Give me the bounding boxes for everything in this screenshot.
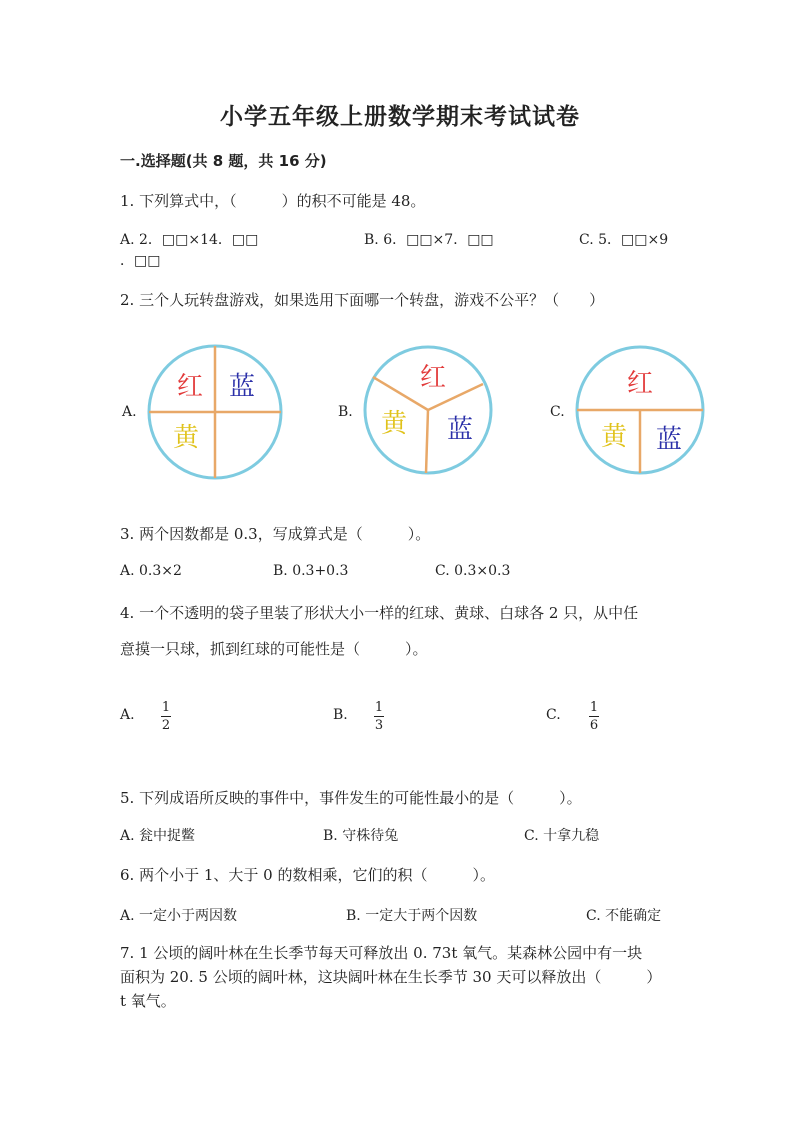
fraction-c-numerator: 1 — [589, 700, 599, 715]
spinner-a — [142, 343, 292, 483]
spinner-c-label-blue: 蓝 — [655, 425, 683, 455]
question-4-option-a[interactable]: A. — [120, 707, 135, 723]
question-7-text-line-3: t 氧气。 — [120, 992, 176, 1010]
spinner-b — [360, 344, 500, 479]
spinner-b-label-yellow: 黄 — [380, 409, 408, 439]
question-4-text-line-2: 意摸一只球，抓到红球的可能性是（ ）。 — [120, 640, 428, 658]
fraction-a-bar — [161, 716, 171, 717]
question-7-text-line-2: 面积为 20. 5 公顷的阔叶林，这块阔叶林在生长季节 30 天可以释放出（ ） — [120, 968, 662, 986]
section-heading: 一.选择题(共 8 题，共 16 分) — [120, 152, 327, 170]
question-4-fraction-c — [589, 700, 599, 733]
question-5-option-a[interactable]: A. 瓮中捉鳖 — [120, 828, 196, 844]
question-1-text: 1. 下列算式中，（ ）的积不可能是 48。 — [120, 192, 426, 210]
fraction-a-numerator: 1 — [161, 700, 171, 715]
question-1-option-c-continued: ．□□ — [120, 253, 161, 269]
fraction-b-bar — [374, 716, 384, 717]
question-4-text-line-1: 4. 一个不透明的袋子里装了形状大小一样的红球、黄球、白球各 2 只，从中任 — [120, 604, 639, 622]
question-3-text: 3. 两个因数都是 0.3，写成算式是（ ）。 — [120, 525, 431, 543]
question-1-option-c[interactable]: C. 5．□□×9 — [579, 232, 669, 248]
fraction-a-denominator: 2 — [161, 718, 171, 733]
question-2-option-c[interactable]: C. — [550, 404, 565, 420]
question-4-fraction-a — [161, 700, 171, 733]
spinner-a-label-blue: 蓝 — [228, 372, 256, 402]
question-5-text: 5. 下列成语所反映的事件中，事件发生的可能性最小的是（ ）。 — [120, 789, 582, 807]
question-3-option-c[interactable]: C. 0.3×0.3 — [435, 563, 511, 579]
spinner-a-label-yellow: 黄 — [172, 423, 200, 453]
question-4-option-c[interactable]: C. — [546, 707, 561, 723]
spinner-c-label-yellow: 黄 — [600, 422, 628, 452]
question-7-text-line-1: 7. 1 公顷的阔叶林在生长季节每天可释放出 0. 73t 氧气。某森林公园中有一块 — [120, 944, 643, 962]
spinner-a-label-red: 红 — [176, 372, 204, 402]
spinner-b-label-red: 红 — [419, 363, 447, 393]
question-4-option-b[interactable]: B. — [333, 707, 348, 723]
question-2-option-a[interactable]: A. — [122, 404, 137, 420]
question-6-option-c[interactable]: C. 不能确定 — [586, 908, 662, 924]
question-2-text: 2. 三个人玩转盘游戏，如果选用下面哪一个转盘，游戏不公平？（ ） — [120, 291, 605, 309]
fraction-b-numerator: 1 — [374, 700, 384, 715]
spinner-b-label-blue: 蓝 — [446, 415, 474, 445]
spinner-b-divider-3 — [426, 410, 428, 473]
question-5-option-b[interactable]: B. 守株待兔 — [323, 828, 399, 844]
fraction-b-denominator: 3 — [374, 718, 384, 733]
question-3-option-b[interactable]: B. 0.3+0.3 — [273, 563, 349, 579]
question-6-option-b[interactable]: B. 一定大于两个因数 — [346, 908, 478, 924]
question-6-text: 6. 两个小于 1、大于 0 的数相乘，它们的积（ ）。 — [120, 866, 495, 884]
question-3-option-a[interactable]: A. 0.3×2 — [120, 563, 182, 579]
question-1-option-b[interactable]: B. 6．□□×7．□□ — [364, 232, 494, 248]
spinner-c — [572, 344, 712, 479]
question-2-option-b[interactable]: B. — [338, 404, 353, 420]
question-1-option-a[interactable]: A. 2．□□×14．□□ — [120, 232, 259, 248]
page-title: 小学五年级上册数学期末考试试卷 — [220, 104, 580, 130]
spinner-c-label-red: 红 — [626, 369, 654, 399]
fraction-c-denominator: 6 — [589, 718, 599, 733]
fraction-c-bar — [589, 716, 599, 717]
question-4-fraction-b — [374, 700, 384, 733]
question-5-option-c[interactable]: C. 十拿九稳 — [524, 828, 600, 844]
question-6-option-a[interactable]: A. 一定小于两因数 — [120, 908, 238, 924]
